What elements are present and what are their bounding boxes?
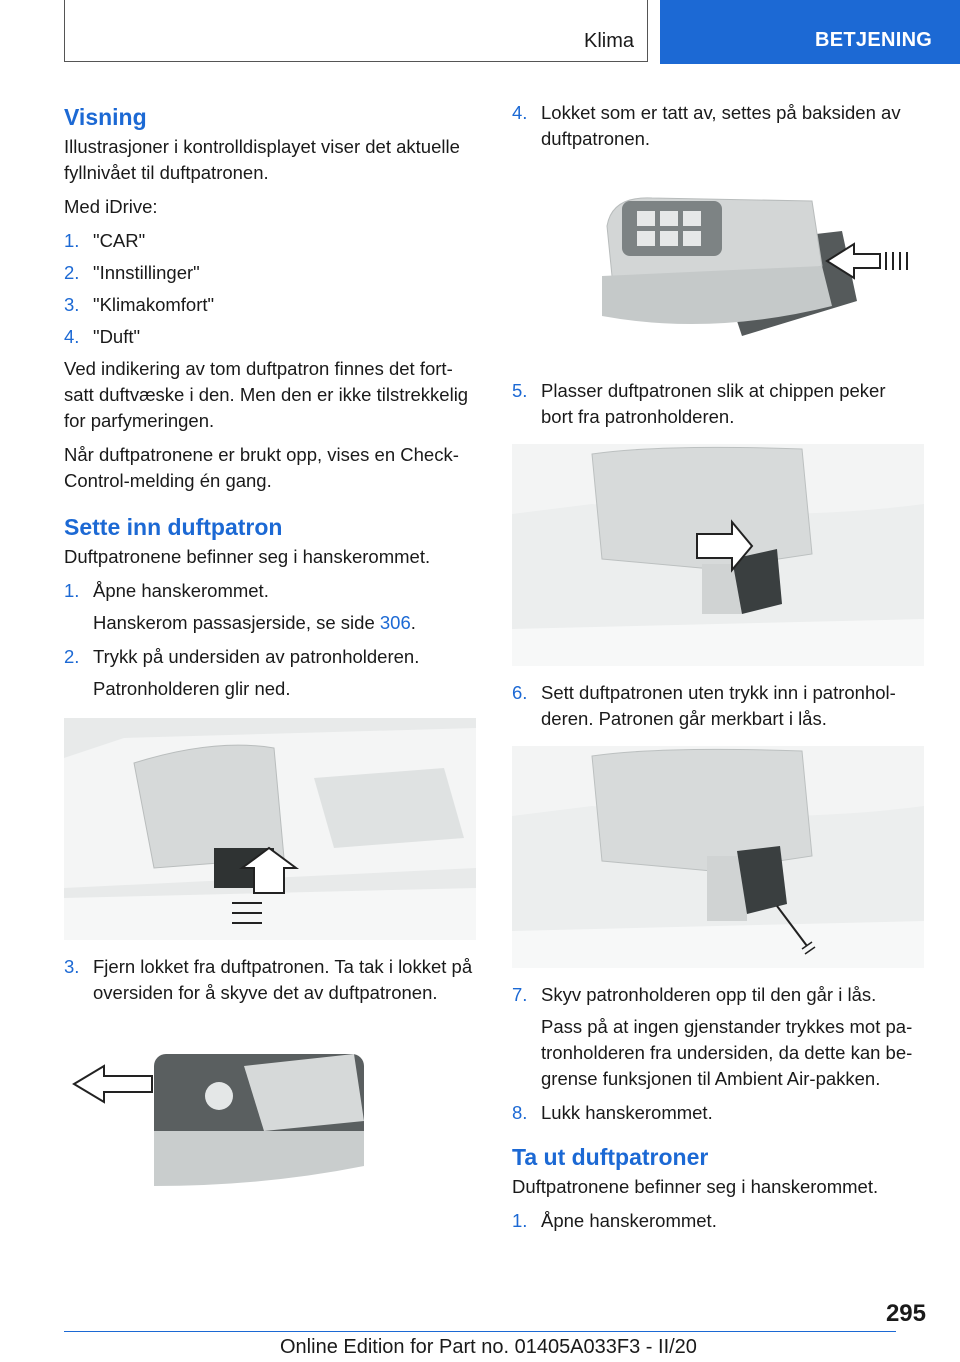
list-item: 2. Trykk på undersiden av patronholderen. xyxy=(64,646,420,667)
list-item: 5. Plasser duftpatronen slik at chippen peker bort fra patronholderen. xyxy=(512,380,886,427)
footer-divider xyxy=(64,1331,896,1332)
edition-text: Online Edition for Part no. 01405A033F3 - II/20 xyxy=(280,1336,697,1358)
heading-sette-inn: Sette inn duftpatron xyxy=(64,514,283,540)
paragraph: Ved indikering av tom duftpatron finnes det fortsatt duftvæske i den. Men den er ikke tilstrekkelig for parfymeringen. xyxy=(64,358,469,431)
paragraph: Når duftpatronene er brukt opp, vises en Check-Control-melding én gang. xyxy=(64,444,459,491)
steps-list xyxy=(512,680,922,732)
heading-visning: Visning xyxy=(64,104,147,130)
figure-chip-orientation xyxy=(512,444,924,666)
page-number: 295 xyxy=(885,1300,926,1327)
list-item: 3. Fjern lokket fra duftpatronen. Ta tak i lokket på oversiden for å skyve det av duftpatronen. xyxy=(64,956,473,1003)
figure-insert-cartridge xyxy=(512,746,924,968)
figure-cartridge-lid xyxy=(64,1036,476,1206)
figure-cartridge-holder xyxy=(64,718,476,940)
list-item: 1. Åpne hanskerommet. xyxy=(512,1210,717,1231)
figure-lid-on-back xyxy=(512,186,924,356)
steps-list xyxy=(64,578,474,604)
list-item: 4. Lokket som er tatt av, settes på baksiden av duftpatronen. xyxy=(512,102,901,149)
list-item: 1. "CAR" xyxy=(64,230,146,251)
header-chapter-tab: BETJENING xyxy=(660,0,960,64)
list-item: 1. Åpne hanskerommet. xyxy=(64,580,269,601)
header-frame xyxy=(64,0,648,62)
list-item: 2. "Innstillinger" xyxy=(64,262,200,283)
paragraph: Med iDrive: xyxy=(64,196,158,217)
steps-list xyxy=(512,1208,922,1234)
list-item: 3. "Klimakomfort" xyxy=(64,294,215,315)
steps-list xyxy=(512,1100,922,1126)
steps-list xyxy=(64,644,474,670)
step-note: Patronholderen glir ned. xyxy=(93,678,291,699)
steps-list xyxy=(512,100,922,152)
paragraph: Duftpatronene befinner seg i hanskerommet. xyxy=(512,1176,879,1197)
list-item: 6. Sett duftpatronen uten trykk inn i patronholderen. Patronen går merkbart i lås. xyxy=(512,682,896,729)
step-note: Pass på at ingen gjenstander trykkes mot patronholderen fra undersiden, da dette kan begrense funksjonen til Ambient Air-pakken. xyxy=(541,1016,913,1089)
menu-path-list xyxy=(64,228,474,350)
paragraph: Illustrasjoner i kontrolldisplayet viser det aktuelle fyllnivået til duftpatronen. xyxy=(64,136,460,183)
steps-list xyxy=(512,378,922,430)
steps-list xyxy=(512,982,922,1008)
list-item: 7. Skyv patronholderen opp til den går i lås. xyxy=(512,984,877,1005)
steps-list xyxy=(64,954,474,1006)
header-section: Klima xyxy=(583,30,634,52)
left-column xyxy=(64,100,474,1206)
page-link[interactable]: 306 xyxy=(379,612,411,633)
list-item: 8. Lukk hanskerommet. xyxy=(512,1102,713,1123)
right-column xyxy=(512,100,922,1240)
list-item: 4. "Duft" xyxy=(64,326,141,347)
heading-ta-ut: Ta ut duftpatroner xyxy=(512,1144,709,1170)
paragraph: Duftpatronene befinner seg i hanskerommet. xyxy=(64,546,431,567)
step-note: Hanskerom passasjerside, se side 306. xyxy=(93,612,416,633)
